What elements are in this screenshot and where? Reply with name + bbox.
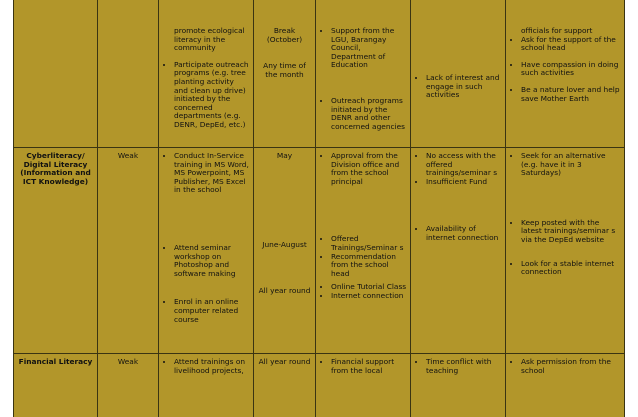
list-item: • Ask for the support of the school head — [521, 36, 621, 53]
table-row — [14, 0, 625, 148]
time-cell — [254, 354, 316, 417]
list-item: • Financial support from the local — [331, 358, 407, 375]
list-item: • Have compassion in doing such activities — [521, 61, 621, 78]
time-text: June-August — [262, 239, 307, 249]
activities-cell — [159, 354, 254, 417]
list-item: • Approval from the Division office and from the school principal — [331, 152, 407, 186]
list-item: • Internet connection — [331, 292, 407, 301]
list-item: • No access with the offered trainings/seminar s — [426, 152, 502, 178]
list-item: • Time conflict with teaching — [426, 358, 502, 375]
resources-cell — [316, 354, 411, 417]
activity-text: promote ecological literacy in the community — [174, 26, 245, 53]
time-cell — [254, 148, 316, 354]
solution-text: officials for support — [521, 26, 593, 35]
activities-cell — [159, 148, 254, 354]
list-item: • Outreach programs initiated by the DENR and other concerned agencies — [331, 97, 407, 131]
resources-cell — [316, 148, 411, 354]
time-text: All year round — [258, 357, 311, 366]
list-item: • Availability of internet connection — [426, 225, 502, 242]
list-item: • Attend trainings on livelihood projects, — [174, 358, 250, 375]
list-item: • Offered Trainings/Seminar s — [331, 235, 407, 252]
list-item: • Conduct In-Service training in MS Word, MS Powerpoint, MS Publisher, MS Excel in the school — [174, 152, 250, 195]
problems-cell — [411, 0, 506, 148]
list-item: • Seek for an alternative (e.g. have it in 3 Saturdays) — [521, 152, 621, 178]
list-item: • Ask permission from the school — [521, 358, 621, 375]
time-text: Any time of the month — [263, 61, 306, 79]
list-item: • Online Tutorial Class — [331, 283, 407, 292]
time-text: Break (October) — [266, 26, 303, 44]
table-row — [14, 354, 625, 417]
list-item: • Support from the LGU, Barangay Council, Department of Education — [331, 27, 407, 70]
activities-cell — [159, 0, 254, 148]
development-plan-table — [13, 0, 625, 417]
list-item: • Attend seminar workshop on Photoshop and software making — [174, 244, 250, 278]
area-cell: Cyberliteracy/ Digital Literacy (Information and ICT Knowledge) — [14, 148, 98, 354]
list-item: • Lack of interest and engage in such activities — [426, 74, 502, 100]
problems-cell — [411, 148, 506, 354]
list-item: • Look for a stable internet connection — [521, 260, 621, 277]
list-item: • Participate outreach programs (e.g. tree planting activity and clean up drive) initiated by the concerned departments (e.g. DENR, DepEd, etc.) — [174, 61, 250, 130]
list-item: • Be a nature lover and help save Mother Earth — [521, 86, 621, 103]
solutions-cell — [506, 354, 625, 417]
area-cell: Financial Literacy — [14, 354, 98, 417]
area-cell — [14, 0, 98, 148]
resources-cell — [316, 0, 411, 148]
list-item: • Insufficient Fund — [426, 178, 502, 187]
level-cell — [98, 0, 159, 148]
list-item: • Recommendation from the school head — [331, 253, 407, 279]
table-row — [14, 148, 625, 354]
level-cell: Weak — [98, 354, 159, 417]
time-text: May — [276, 151, 293, 160]
solutions-cell — [506, 148, 625, 354]
list-item: • Keep posted with the latest trainings/seminar s via the DepEd website — [521, 219, 621, 245]
problems-cell — [411, 354, 506, 417]
level-cell: Weak — [98, 148, 159, 354]
time-text: All year round — [258, 286, 311, 296]
list-item: • Enrol in an online computer related course — [174, 298, 250, 324]
time-cell — [254, 0, 316, 148]
solutions-cell — [506, 0, 625, 148]
